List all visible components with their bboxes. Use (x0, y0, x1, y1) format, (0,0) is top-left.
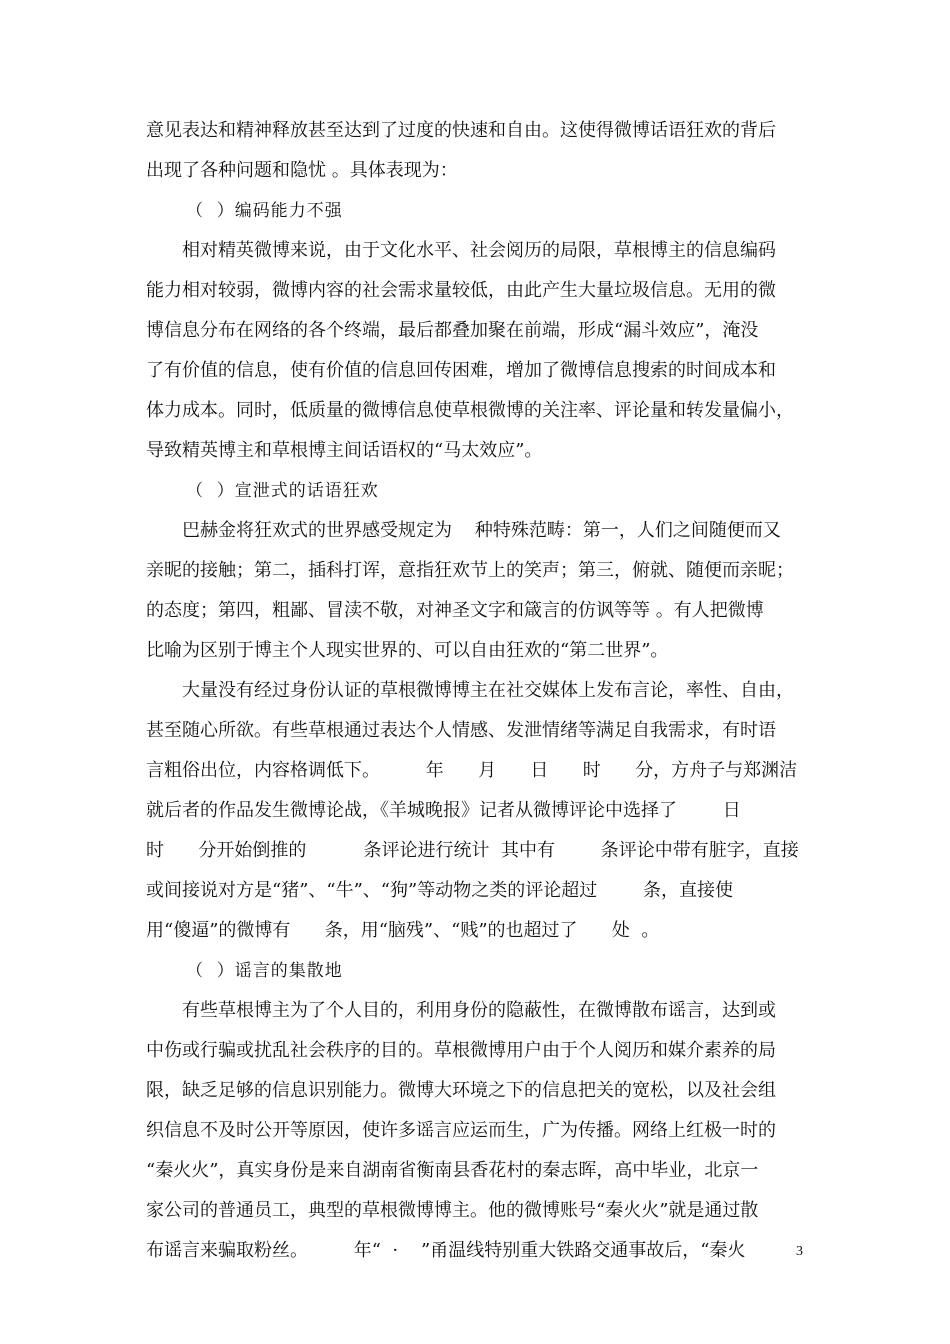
text-line: 织信息不及时公开等原因，使许多谣言应运而生，广为传播。网络上红极一时的 (146, 1120, 776, 1141)
text-line: 体力成本。同时，低质量的微博信息使草根微博的关注率、评论量和转发量偏小， (146, 400, 794, 421)
text-line: 布谣言来骗取粉丝。 年“ · ”甬温线特别重大铁路交通事故后，“秦火 (146, 1240, 746, 1261)
text-line: 了有价值的信息，使有价值的信息回传困难，增加了微博信息搜索的时间成本和 (146, 360, 776, 381)
text-line: 甚至随心所欲。有些草根通过表达个人情感、发泄情绪等满足自我需求，有时语 (146, 720, 776, 741)
text-line: 时 分开始倒推的 条评论进行统计 其中有 条评论中带有脏字，直接 (146, 840, 799, 861)
text-line: 有些草根博主为了个人目的，利用身份的隐蔽性，在微博散布谣言，达到或 (182, 1000, 776, 1021)
section-heading: （ ）宣泄式的话语狂欢 (186, 481, 379, 501)
text-line: “秦火火”，真实身份是来自湖南省衡南县香花村的秦志晖，高中毕业，北京一 (146, 1160, 759, 1181)
text-line: 家公司的普通员工，典型的草根微博博主。他的微博账号“秦火火”就是通过散 (146, 1200, 759, 1221)
text-line: 限，缺乏足够的信息识别能力。微博大环境之下的信息把关的宽松，以及社会组 (146, 1080, 776, 1101)
text-line: 比喻为区别于博主个人现实世界的、可以自由狂欢的“第二世界”。 (146, 640, 669, 661)
text-line: 或间接说对方是“猪”、“牛”、“狗”等动物之类的评论超过 条，直接使 (146, 880, 733, 901)
text-line: 中伤或行骗或扰乱社会秩序的目的。草根微博用户由于个人阅历和媒介素养的局 (146, 1040, 776, 1061)
page-number: 3 (796, 1244, 803, 1259)
text-line: 相对精英微博来说，由于文化水平、社会阅历的局限，草根博主的信息编码 (182, 240, 776, 261)
text-line: 大量没有经过身份认证的草根微博博主在社交媒体上发布言论，率性、自由， (182, 680, 794, 701)
section-heading: （ ）谣言的集散地 (186, 961, 343, 981)
text-line: 的态度；第四，粗鄙、冒渎不敬，对神圣文字和箴言的仿讽等等 。有人把微博 (146, 600, 764, 621)
text-line: 言粗俗出位，内容格调低下。 年 月 日 时 分，方舟子与郑渊洁 (146, 760, 798, 781)
text-line: 亲昵的接触；第二，插科打诨，意指狂欢节上的笑声；第三，俯就、随便而亲昵； (146, 560, 794, 581)
text-line: 巴赫金将狂欢式的世界感受规定为 种特殊范畴：第一，人们之间随便而又 (182, 520, 781, 541)
text-line: 导致精英博主和草根博主间话语权的“马太效应”。 (146, 440, 543, 461)
text-line: 就后者的作品发生微博论战，《羊城晚报》记者从微博评论中选择了 日 (146, 800, 741, 821)
text-line: 博信息分布在网络的各个终端，最后都叠加聚在前端，形成“漏斗效应”，淹没 (146, 320, 759, 341)
text-line: 用“傻逼”的微博有 条，用“脑残”、“贱”的也超过了 处 。 (146, 920, 660, 941)
section-heading: （ ）编码能力不强 (186, 201, 343, 221)
text-line: 出现了各种问题和隐忧 。具体表现为： (146, 160, 458, 181)
text-line: 能力相对较弱，微博内容的社会需求量较低，由此产生大量垃圾信息。无用的微 (146, 280, 776, 301)
text-line: 意见表达和精神释放甚至达到了过度的快速和自由。这使得微博话语狂欢的背后 (146, 120, 776, 141)
